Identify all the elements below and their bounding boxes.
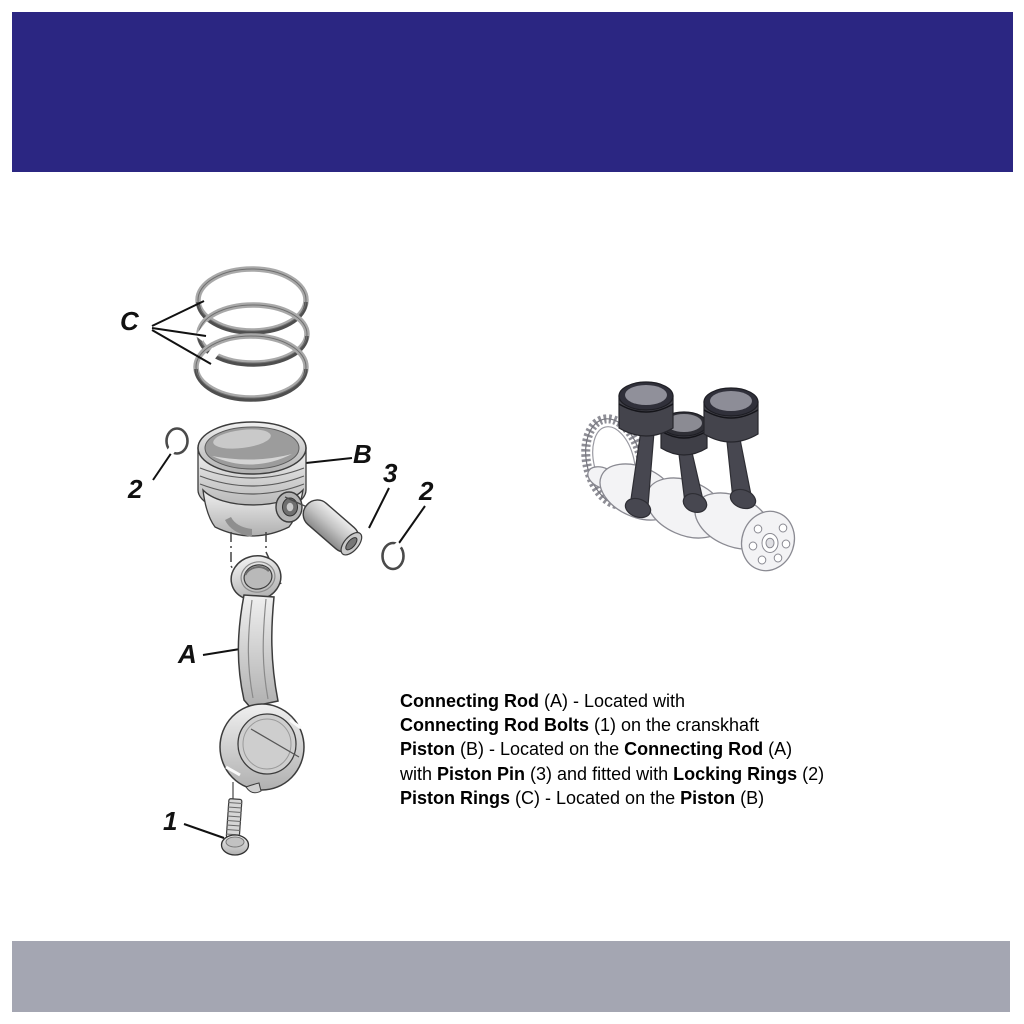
description-line: Connecting Rod (A) - Located with — [400, 691, 686, 711]
locking-ring-right-illustration — [383, 543, 404, 569]
description-text — [400, 689, 900, 810]
description-line: with Piston Pin (3) and fitted with Locking Rings (2) — [400, 763, 825, 784]
footer-bar — [12, 941, 1010, 1012]
crankshaft-assembly-illustration — [577, 382, 802, 578]
callout-label-piston: B — [353, 439, 372, 469]
description-line: Piston Rings (C) - Located on the Piston (B) — [400, 787, 765, 808]
piston-pin-illustration — [298, 494, 366, 558]
piston-rings-illustration — [195, 269, 307, 400]
callout-label-piston-rings: C — [120, 306, 139, 336]
description-line: Piston (B) - Located on the Connecting Rod (A) — [400, 739, 793, 760]
connecting-rod-illustration — [220, 551, 304, 793]
piston-illustration — [198, 422, 307, 537]
callout-label-locking-ring-left: 2 — [128, 474, 143, 504]
callout-label-piston-pin: 3 — [383, 458, 398, 488]
callout-label-bolt: 1 — [163, 806, 178, 836]
callout-label-connecting-rod: A — [178, 639, 197, 669]
description-line: Connecting Rod Bolts (1) on the cranskhaft — [400, 715, 760, 736]
bolt-illustration — [222, 782, 249, 855]
callout-label-locking-ring-right: 2 — [419, 476, 434, 506]
locking-ring-left-illustration — [167, 429, 188, 454]
